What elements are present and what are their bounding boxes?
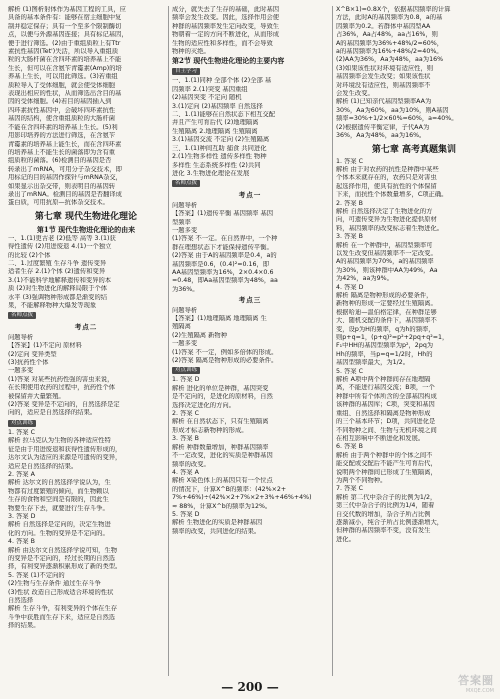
text-line: 型频率 (172, 218, 191, 226)
text-line: 二、1.过度繁殖 生存斗争 遗传变异 (8, 259, 107, 267)
text-line: (3)如果该性状对环境有适应性，则 (336, 64, 434, 72)
topic-title: 考点一 (238, 191, 262, 200)
text-line: 一、1.(1)更古老 (2)低等 高等 3.(1)获 (8, 234, 116, 242)
text-line: 一题多变 (8, 367, 34, 375)
text-line: 解析 第二代中杂合子的比例为1/2， (336, 493, 437, 501)
text-line: 频率=30%+1/2×60%=60%，a=40%。 (336, 115, 458, 123)
section-title: 第1节 现代生物进化理论的由来 (36, 224, 136, 234)
text-line: 为30%，则该种群中AA为49%，Aa (336, 266, 438, 274)
text-line: 2. 答案 B (336, 199, 363, 207)
text-line: 转录出了mRNA，可用分子杂交技术，即 (8, 165, 122, 173)
text-line: F₁中HH的基因型频率为p²，2pq为 (336, 342, 434, 350)
text-line: 自交代数的增加，杂合子所占比例 (336, 510, 431, 518)
text-line: 的比较 (2)个体 (8, 251, 51, 259)
text-line: 解析 隔离是物种形成的必要条件， (336, 292, 433, 299)
watermark-url: MXQE.COM (465, 688, 494, 694)
text-line: 5. 答案 (1)不定向的 (8, 571, 65, 579)
section-tag: 自主学习 (172, 68, 200, 75)
text-line: 适应是自然选择的结果。 (8, 462, 78, 470)
text-line: 说明两个种群间已形成了生殖隔离， (336, 468, 437, 476)
text-line: 生存的食物和空间是有限的，因此生 (8, 496, 109, 504)
text-line: 得性遗传 (2)用进废退 4.(1)一个独立 (8, 243, 112, 251)
answer-block (8, 334, 164, 418)
column-divider (168, 6, 169, 676)
text-line: 3.(1)基因交流 不定向 (2)生殖隔离 (172, 136, 270, 144)
chapter-title: 第七章 现代生物进化理论 (34, 211, 138, 222)
answer-block (172, 376, 328, 536)
text-line: 问题导析 (8, 333, 34, 341)
text-line: 新物种的形成一定要经过生殖隔离。 (336, 300, 437, 308)
text-line: 蛋白质，可用抗原—抗体杂交技术。 (8, 199, 109, 207)
text-line: 占36%，Aa占48%，aa占16%，则 (336, 31, 438, 39)
page-content (8, 6, 492, 676)
text-line: 组质粒的菌落。(6)检测目的基因是否 (8, 157, 112, 165)
text-line: (1)答案 不一定，例如多倍体的形成。 (172, 348, 278, 356)
answer-block (172, 202, 328, 294)
text-line: 粒的大肠杆菌在含四环素的培养基上不能 (8, 56, 122, 64)
text-line: 频率的改变。 (172, 460, 210, 468)
text-line: 表现出相应的性状，从而筛选出含目的基 (8, 90, 122, 98)
text-line: 2. 答案 A (8, 470, 35, 478)
text-line: (1)答案 不一定。在自然界中，一个种 (172, 235, 278, 243)
text-line: 30%，Aa为60%，aa为10%，则A基因 (336, 106, 449, 114)
text-line: A的基因频率为70%，a的基因频率 (336, 258, 434, 266)
text-line: 基因的结构，使含重组质粒的大肠杆菌 (8, 115, 116, 123)
text-line: 点，以便与外源基因连接；具有标记基因， (8, 31, 128, 39)
answer-block (336, 6, 492, 141)
text-line: 素抗性基因(Tet')失活，所以导入重组质 (8, 48, 119, 56)
text-line: Hh的频率，当p=q=1/2时，Hh的 (336, 350, 433, 358)
text-line: (2)答案 隔离是物种形成的必要条件。 (172, 357, 278, 365)
text-line: 解析 自然选择是定向的，决定生物进 (8, 521, 111, 529)
text-line: 解析 进化的单位是种群，基因突变 (172, 384, 269, 392)
text-line: 基因型频率最大，为1/2。 (336, 359, 410, 367)
text-line: 物种的灭绝。 (172, 48, 210, 56)
text-line: 被保留并大量繁殖。 (8, 392, 65, 400)
text-line: 种群的基因频率发生定向改变，导致生 (172, 22, 280, 30)
section-title: 第2节 现代生物进化理论的主要内容 (172, 56, 285, 66)
text-line: 青霉素的培养基上能生长，而在含四环素 (8, 140, 122, 148)
watermark (424, 672, 494, 696)
text-line: 质粒导入了受体细胞，就会使受体细胞 (8, 81, 116, 89)
answer-block (172, 6, 328, 56)
text-line: 的培养基上不能生长的菌落即为含有重 (8, 148, 116, 156)
chapter-title: 第七章 高考真题集训 (371, 144, 457, 155)
text-line: 斗争中获胜而生存下来，适应是自然选 (8, 613, 116, 621)
text-line: 三、1.(1)种间互助 捕食 共同进化 (172, 144, 267, 152)
section-tag: 名师点拨 (8, 312, 36, 319)
text-line: 在相互影响中不断进化和发展。 (336, 434, 425, 442)
text-line: 2. 答案 C (172, 410, 200, 418)
answer-block (8, 429, 164, 631)
column-2 (172, 6, 328, 676)
text-line: 是不定向的，是进化的原材料，自然 (172, 393, 273, 401)
text-line: 的三个基本环节；D项，共同进化是 (336, 418, 436, 426)
text-line: 解析 (1)已知亲代基因型频率AA为 (336, 98, 432, 106)
text-line: 的变异是不定向的，经过长期的自然选 (8, 554, 116, 562)
text-line: 3.(1)定向 (2)基因频率 自然选择 (172, 102, 263, 110)
text-line: (1)答案 对某些抗药性强的害虫来说， (8, 375, 114, 383)
text-line: 物要生存下去，就要进行生存斗争。 (8, 504, 109, 512)
text-line: 质 (2)对生物进化的解释局限于个体 (8, 285, 108, 293)
text-line: 离，不能进行基因交流；B项，一个 (336, 384, 435, 392)
text-line: 群在理想状态下才能保持遗传平衡。 (172, 243, 273, 251)
text-line: (2)AA为36%，Aa为48%，aa为16% (336, 56, 444, 64)
text-line: 并且产生可育后代 (2)地理隔离 (172, 119, 259, 127)
text-line: (2)根据遗传平衡定律，子代AA为 (336, 123, 430, 131)
page-number: — 200 — (221, 680, 279, 694)
answer-block (172, 307, 328, 366)
text-line: 因频率 2.(1)突变 基因重组 (172, 85, 248, 93)
text-line: (2)答案 由于A的基因频率是0.4，a的 (172, 252, 277, 260)
section-tag: 对点训练 (172, 367, 200, 374)
text-line: 生殖隔离 2.地理隔离 生殖隔离 (172, 127, 258, 135)
text-line: 因的受体细胞。(4)若目的基因插入到 (8, 98, 112, 106)
text-line: 选择决定进化的方向。 (172, 401, 235, 409)
text-line: 会发生改变。 (336, 90, 374, 98)
text-line: 大、随机交配的条件下，基因频率不 (336, 317, 437, 325)
text-line: 水平 (3)强调物种形成都是渐变的结 (8, 293, 108, 301)
text-line: 的情况下，计算X^B的频率：(42%×2+ (172, 485, 287, 493)
text-line: 解析 种群数量增加，种群基因频率 (172, 443, 269, 451)
text-line: 生长，但可以在含氨苄青霉素(Amp)的培 (8, 64, 122, 72)
text-line: (2)答案 变异是不定向的，自然选择是定 (8, 401, 120, 409)
text-line: 第三代中杂合子的比例为1/4，随着 (336, 502, 435, 510)
text-line: 频率的改变，共同进化的结果。 (172, 527, 261, 535)
text-line: 向的，适应是自然选择的结果。 (8, 409, 97, 417)
text-line: 征是由于用进废退和获得性遗传形成的， (8, 445, 122, 453)
text-line: 四环素抗性基因中，会破坏四环素抗性 (8, 106, 116, 114)
text-line: 解析 生物进化的实质是种群基因 (172, 519, 263, 527)
text-line: 解析 在一个种群中，基因型频率可 (336, 241, 433, 249)
column-1 (8, 6, 164, 676)
text-line: 多样性 生态系统多样性 (2)共同 (172, 161, 261, 169)
text-line: 不一定改变，进化的实质是种群基因 (172, 452, 273, 460)
text-line: X^B×1)=0.8X个，依据基因频率的计算 (336, 6, 451, 13)
text-line: 解析 由于两个种群中的个体之间不 (336, 451, 433, 459)
text-line: 1. 答案 C (336, 157, 364, 165)
text-line: 进化。 (336, 535, 355, 543)
text-line: 能交配或交配后不能产生可育后代， (336, 460, 437, 468)
text-line: 问题导析 (172, 201, 198, 209)
text-line: 6. 答案 B (336, 443, 363, 451)
text-line: 在长期使用农药的过程中，抗药性个体 (8, 384, 116, 392)
text-line: 形成才标志新物种的形成。 (172, 426, 248, 434)
text-line: ≈ 88%，计算X^b的频率为12%。 (172, 502, 272, 510)
text-line: 4. 答案 D (336, 283, 364, 291)
text-line: 解析 (1)图析射体作为基因工程的工具，应 (8, 6, 126, 13)
text-line: 择，有利变异逐渐积累形成了新的类型。 (8, 563, 122, 571)
text-line: 物朝着一定的方向不断进化，从而形成 (172, 31, 280, 39)
text-line: 二、1.(1)能够在自然状态下相互交配 (172, 111, 276, 119)
text-line: 则p+q=1，(p+q)²=p²+2pq+q²=1， (336, 334, 449, 342)
text-line: (3)性状 改造自己形成适合环境的性状 (8, 588, 114, 596)
text-line: 【答案】(1)不定向 原材料 (8, 342, 82, 350)
text-line: 解析 A项中两个种群间存在地理隔 (336, 376, 431, 384)
text-line: 4. 答案 A (172, 468, 199, 476)
column-3 (336, 6, 492, 676)
answer-block (8, 6, 164, 208)
text-line: 7%+46%)÷(42%×2+7%×2+3%+46%+4%) (172, 494, 312, 502)
text-line: 3. 答案 B (336, 233, 363, 241)
text-line: 1. 答案 C (8, 428, 36, 436)
text-line: 但种群的基因频率不变，没有发生 (336, 527, 431, 535)
text-line: 解析 生存斗争，有利变异的个体在生存 (8, 605, 118, 613)
text-line: 【答案】(1)遗传平衡 基因频率 基因 (172, 210, 274, 218)
text-line: 频率会发生改变。因此，选择作用会使 (172, 14, 280, 22)
text-line: 对环境没有适应性，则基因频率不 (336, 81, 431, 89)
answer-block (8, 235, 164, 311)
text-line: 3. 答案 D (8, 512, 36, 520)
text-line: 该种群的基因库；C项，突变和基因 (336, 401, 435, 409)
text-line: 料，基因频率的改变标志着生物进化。 (336, 224, 444, 232)
text-line: 具备的基本条件有：能够在宿主细胞中复 (8, 14, 122, 22)
section-tag: 对点训练 (8, 420, 36, 427)
text-line: 生物的适应性和多样性，而不会导致 (172, 39, 273, 47)
text-line: 方法，此时A的基因频率为0.8，a的基 (336, 14, 443, 22)
text-line: 7. 答案 C (336, 485, 364, 493)
text-line: 逐渐减小，纯合子所占比例逐渐增大， (336, 518, 444, 526)
text-line: 适者生存 2.(1)个体 (2)遗传和变异 (8, 268, 106, 276)
text-line: (2)基因突变 不定向 随机 (172, 94, 242, 102)
answer-block (172, 77, 328, 178)
text-line: 物都有过度繁殖的倾向，而生物赖以 (8, 487, 109, 495)
text-line: 解析 由于对农药的抗性是种群中某些 (336, 165, 439, 173)
text-line: 【答案】(1)地理隔离 地理隔离 生 (172, 315, 267, 322)
text-line: 殖隔离 (172, 323, 191, 331)
text-line: 用标记的目的基因作探针与mRNA杂交， (8, 174, 122, 182)
text-line: 因频率为0.2。若群体中基因型AA (336, 22, 431, 30)
text-line: 36%，Aa为48%，aa为16%。 (336, 132, 426, 140)
text-line: 为36%。 (172, 285, 199, 293)
text-line: 2.(1)生物多样性 遗传多样性 物种 (172, 153, 267, 161)
text-line: 为两个不同物种。 (336, 476, 387, 484)
text-line: 解析 自然选择决定了生物进化的方 (336, 207, 433, 215)
watermark-logo: 答案圈 (458, 674, 494, 687)
text-line: 自然选择 (8, 597, 34, 604)
topic-title: 考点三 (238, 296, 262, 305)
text-line: 化的方向。生物的变异是不定向的。 (8, 529, 109, 537)
text-line: 不能在含四环素的培养基上生长。(5)利 (8, 123, 118, 131)
text-line: 解析 拉马克认为生物的各种适应性特 (8, 437, 111, 445)
text-line: (2)定向 变异类型 (8, 350, 57, 358)
text-line: (2)生物与生存条件 通过生存斗争 (8, 580, 101, 588)
text-line: 一题多变 (172, 340, 198, 348)
text-line: 1. 答案 D (172, 376, 200, 384)
text-line: 重组、自然选择和隔离是物种形成 (336, 409, 431, 417)
text-line: 果，不能解释物种大爆发等现象 (8, 302, 97, 309)
text-line: (3)抗药性个体 (8, 359, 49, 367)
text-line: 一、1.(1)同种 全部个体 (2)全部 基 (172, 77, 272, 85)
text-line: 变，设p为H的频率，q为h的频率， (336, 325, 435, 333)
column-divider (332, 6, 333, 676)
text-line: 进化 3.生物进化理论在发展 (172, 169, 250, 177)
text-line: 4. 答案 B (8, 538, 35, 546)
text-line: 3.(1)不能科学地解释遗传和变异的本 (8, 276, 112, 284)
text-line: AA基因型频率为16%，2×0.4×0.6 (172, 268, 274, 276)
text-line: 个体本来就存在的，农药只是对害虫 (336, 174, 437, 182)
text-line: 5. 答案 C (336, 367, 364, 375)
text-line: 解析 达尔文的自然选择学说认为，生 (8, 479, 111, 487)
text-line: 达尔文认为适应的来源是可遗传的变异， (8, 454, 122, 462)
text-line: =0.48，即Aa基因型频率为48%，aa (172, 277, 278, 285)
text-line: 择的结果。 (8, 622, 40, 630)
text-line: 养基上生长，可以用此筛选。(3)若重组 (8, 73, 118, 81)
text-line: A的基因频率为36%+48%/2=60%， (336, 39, 444, 47)
text-line: 起选择作用，使具有抗性的个体保留 (336, 182, 437, 190)
text-line: 不同物种之间、生物与无机环境之间 (336, 426, 437, 434)
text-line: 为42%，aa为9%。 (336, 275, 393, 283)
text-line: 根据哈迪—温伯格定律，在种群足够 (336, 308, 437, 316)
text-line: 便于进行筛选。(2)由于重组质粒上有Ttr (8, 39, 121, 47)
text-line: 基因频率是0.6，(0.4)²=0.16，即 (172, 260, 270, 268)
text-line: 解析 在自然状态下，只有生殖隔离 (172, 418, 269, 426)
section-tag: 名师点拨 (172, 180, 200, 187)
text-line: 录出了mRNA。检测目的基因是否翻译成 (8, 190, 122, 198)
text-line: 用影印培养的方法进行筛选，在含氨苄 (8, 132, 116, 140)
text-line: 制并稳定保存；具有一个至多个限制酶切 (8, 22, 122, 30)
text-line: 成分，就失去了生存的基础，此时基因 (172, 6, 280, 13)
text-line: 如果显示出杂交带，则表明目的基因转 (8, 182, 116, 190)
text-line: 基因频率会发生改变；如果该性状 (336, 73, 431, 81)
text-line: 3. 答案 B (172, 435, 199, 443)
text-line: a的基因频率为16%+48%/2=40%。 (336, 48, 443, 56)
text-line: 问题导析 (172, 306, 198, 314)
text-line: 种群中所有个体所含的全部基因构成 (336, 392, 437, 400)
text-line: 以发生改变但基因频率不一定改变。 (336, 249, 437, 257)
text-line: 下来，而抗性个体数量增多，C项正确。 (336, 191, 448, 199)
text-line: 解析 X染色体上的基因只有一个位点 (172, 477, 273, 485)
text-line: (2)生殖隔离 新物种 (172, 331, 227, 339)
answer-block (336, 158, 492, 545)
topic-title: 考点二 (74, 323, 98, 332)
text-line: 向，可遗传变异为生物进化提供原材 (336, 216, 437, 224)
text-line: 解析 由达尔文自然选择学说可知，生物 (8, 546, 118, 554)
text-line: 一题多变 (172, 226, 198, 234)
text-line: 5. 答案 D (172, 510, 200, 518)
